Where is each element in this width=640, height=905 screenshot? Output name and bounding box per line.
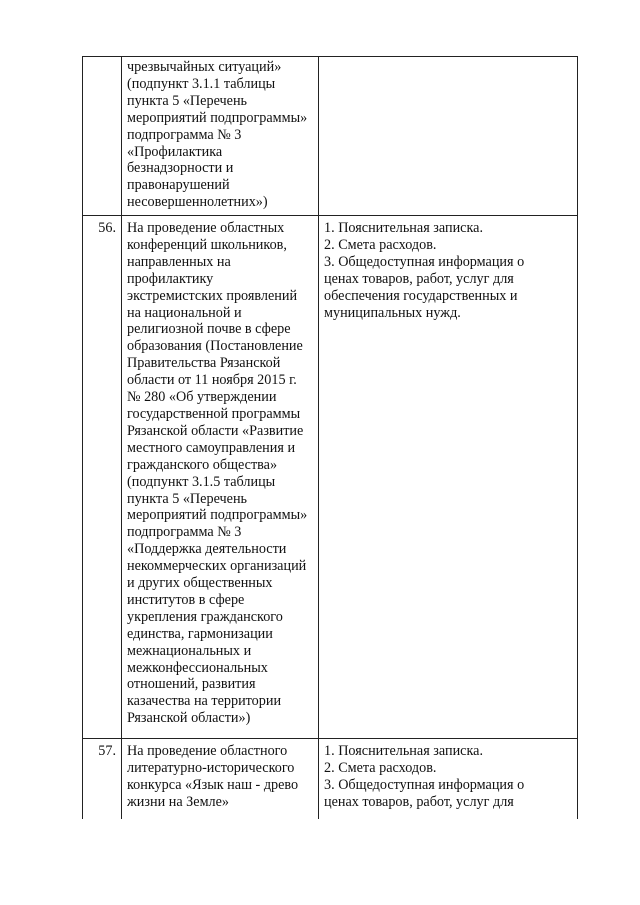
row-number [83,57,121,61]
description-line: чрезвычайных ситуаций» [127,59,282,75]
description-line: На проведение областного [127,743,288,759]
documents-table [82,56,578,819]
description-line: подпрограмма № 3 [127,524,242,541]
description-line: и других общественных [127,575,273,592]
description-line: конференций школьников, [127,236,287,253]
document-item: 1. Пояснительная записка. [324,220,483,236]
description-line: конкурса «Язык наш - древо [127,776,299,793]
description-line: «Поддержка деятельности [127,541,287,558]
description-line: религиозной почве в сфере [127,321,291,338]
table-row [83,739,578,820]
description-line: местного самоуправления и [127,439,296,456]
description-line: «Профилактика [127,143,223,160]
description-line: Правительства Рязанской [127,355,281,372]
description-cell [122,216,319,739]
description-line: экстремистских проявлений [127,287,298,304]
description-line: отношений, развития [127,676,256,693]
description-line: укрепления гражданского [127,608,283,625]
description-line: жизни на Земле» [127,793,230,810]
description-line: единства, гармонизации [127,625,273,642]
document-item: обеспечения государственных и [324,287,518,304]
documents-cell [319,216,578,739]
description-line: некоммерческих организаций [127,558,307,575]
document-item: ценах товаров, работ, услуг для [324,793,514,810]
description-line: № 280 «Об утверждении [127,389,277,406]
description-line: мероприятий подпрограммы» [127,109,308,126]
document-item: 2. Смета расходов. [324,236,437,253]
description-line: пункта 5 «Перечень [127,92,248,109]
documents-cell [319,57,578,216]
description-line: (подпункт 3.1.1 таблицы [127,75,276,92]
description-line: профилактику [127,270,214,287]
description-line: Рязанской области «Развитие [127,422,304,439]
description-line: На проведение областных [127,220,285,236]
row-number-cell [83,57,122,216]
description-line: безнадзорности и [127,160,234,177]
row-number: 56. [98,220,116,236]
document-item: 2. Смета расходов. [324,759,437,776]
description-line: Рязанской области») [127,710,251,727]
description-cell [122,739,319,820]
description-line: казачества на территории [127,693,282,710]
document-item: ценах товаров, работ, услуг для [324,270,514,287]
description-line: гражданского общества» [127,456,278,473]
table-row [83,216,578,739]
document-item: 3. Общедоступная информация о [324,253,525,270]
row-number-cell [83,216,122,739]
table-row [83,57,578,216]
description-line: области от 11 ноября 2015 г. [127,372,297,389]
description-cell [122,57,319,216]
description-line: на национальной и [127,304,242,321]
document-item: 3. Общедоступная информация о [324,776,525,793]
documents-cell [319,739,578,820]
description-line: подпрограмма № 3 [127,126,242,143]
row-number-cell [83,739,122,820]
description-line: мероприятий подпрограммы» [127,507,308,524]
description-line: межнациональных и [127,642,252,659]
description-line: литературно-исторического [127,759,295,776]
description-line: государственной программы [127,405,301,422]
description-line: пункта 5 «Перечень [127,490,248,507]
description-line: (подпункт 3.1.5 таблицы [127,473,276,490]
document-item: муниципальных нужд. [324,304,461,321]
description-line: институтов в сфере [127,591,245,608]
row-number: 57. [98,743,116,759]
document-item: 1. Пояснительная записка. [324,743,483,759]
description-line: направленных на [127,253,231,270]
description-line: межконфессиональных [127,659,268,676]
description-line: несовершеннолетних») [127,194,268,211]
description-line: правонарушений [127,177,230,194]
description-line: образования (Постановление [127,338,303,355]
